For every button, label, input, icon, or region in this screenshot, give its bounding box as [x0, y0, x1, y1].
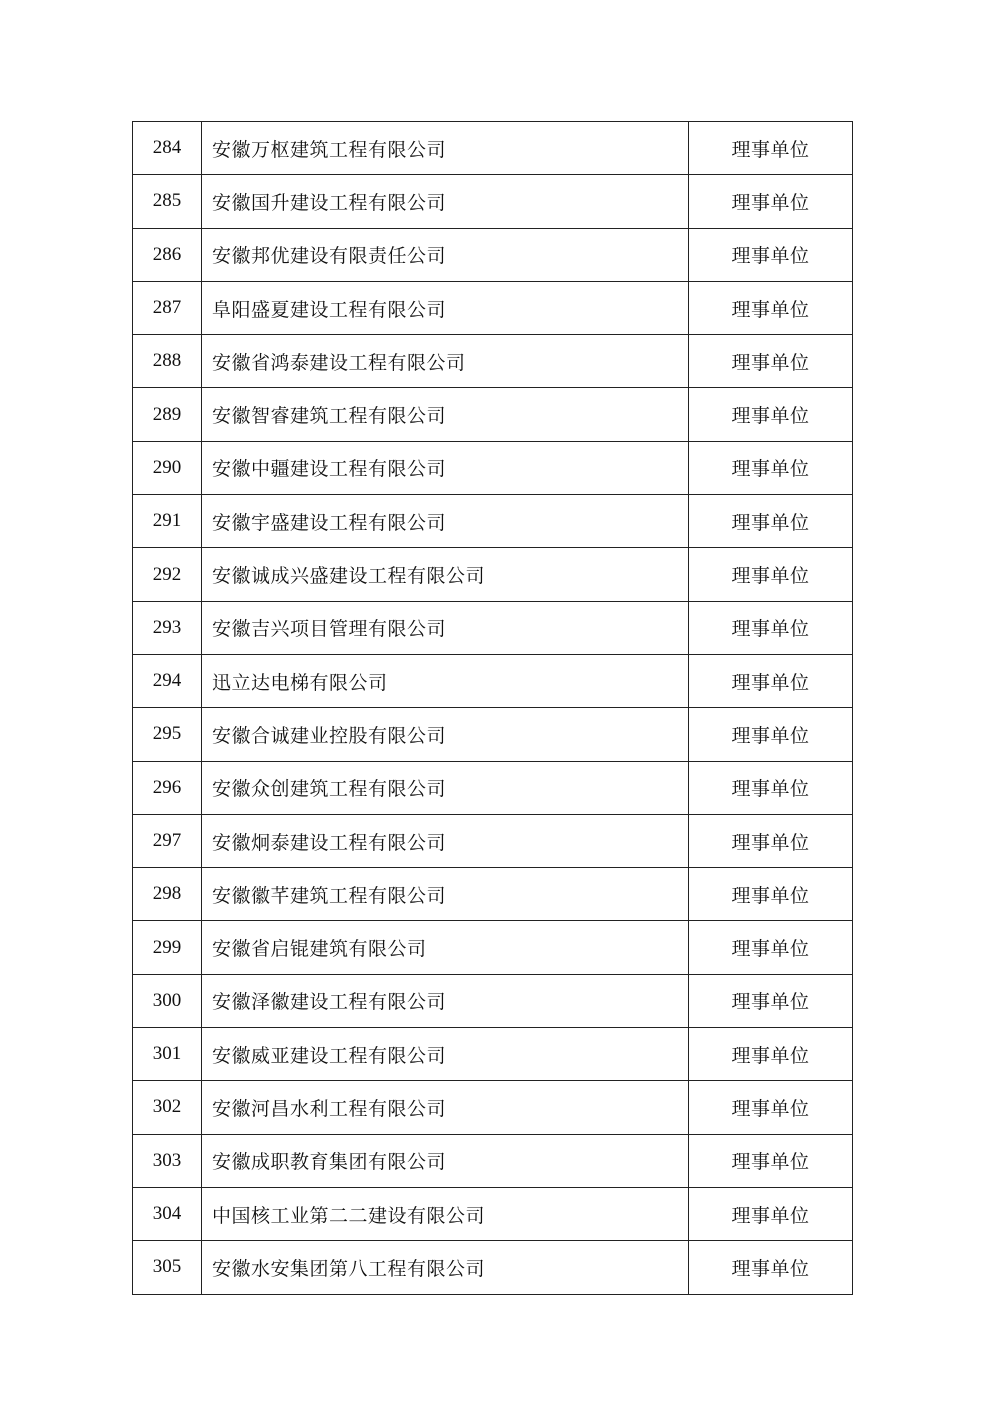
company-name: 安徽炯泰建设工程有限公司 [202, 814, 689, 867]
table-row [133, 495, 853, 548]
table-row [133, 654, 853, 707]
company-name: 安徽合诚建业控股有限公司 [202, 708, 689, 761]
row-number: 305 [133, 1241, 202, 1294]
company-name: 安徽水安集团第八工程有限公司 [202, 1241, 689, 1294]
member-type: 理事单位 [689, 228, 853, 281]
member-type: 理事单位 [689, 654, 853, 707]
company-name: 迅立达电梯有限公司 [202, 654, 689, 707]
table-row [133, 122, 853, 175]
company-name: 安徽宇盛建设工程有限公司 [202, 495, 689, 548]
company-name: 安徽省启锟建筑有限公司 [202, 921, 689, 974]
table-row [133, 868, 853, 921]
member-table [132, 121, 853, 1295]
member-type: 理事单位 [689, 281, 853, 334]
member-type: 理事单位 [689, 122, 853, 175]
table-row [133, 708, 853, 761]
row-number: 297 [133, 814, 202, 867]
row-number: 291 [133, 495, 202, 548]
company-name: 安徽河昌水利工程有限公司 [202, 1081, 689, 1134]
table-row [133, 548, 853, 601]
company-name: 安徽威亚建设工程有限公司 [202, 1028, 689, 1081]
row-number: 296 [133, 761, 202, 814]
table-row [133, 1081, 853, 1134]
member-type: 理事单位 [689, 921, 853, 974]
table-row [133, 281, 853, 334]
table-row [133, 761, 853, 814]
member-type: 理事单位 [689, 495, 853, 548]
company-name: 阜阳盛夏建设工程有限公司 [202, 281, 689, 334]
row-number: 288 [133, 335, 202, 388]
row-number: 289 [133, 388, 202, 441]
company-name: 安徽成职教育集团有限公司 [202, 1134, 689, 1187]
member-type: 理事单位 [689, 1134, 853, 1187]
row-number: 294 [133, 654, 202, 707]
member-type: 理事单位 [689, 335, 853, 388]
member-type: 理事单位 [689, 548, 853, 601]
member-type: 理事单位 [689, 761, 853, 814]
row-number: 303 [133, 1134, 202, 1187]
row-number: 290 [133, 441, 202, 494]
company-name: 安徽泽徽建设工程有限公司 [202, 974, 689, 1027]
row-number: 304 [133, 1187, 202, 1240]
member-type: 理事单位 [689, 868, 853, 921]
company-name: 安徽众创建筑工程有限公司 [202, 761, 689, 814]
row-number: 298 [133, 868, 202, 921]
table-row [133, 1028, 853, 1081]
member-type: 理事单位 [689, 1241, 853, 1294]
table-row [133, 1241, 853, 1294]
member-type: 理事单位 [689, 1081, 853, 1134]
row-number: 287 [133, 281, 202, 334]
table-row [133, 601, 853, 654]
row-number: 285 [133, 175, 202, 228]
member-type: 理事单位 [689, 974, 853, 1027]
member-type: 理事单位 [689, 175, 853, 228]
company-name: 安徽中疆建设工程有限公司 [202, 441, 689, 494]
member-type: 理事单位 [689, 601, 853, 654]
company-name: 安徽诚成兴盛建设工程有限公司 [202, 548, 689, 601]
row-number: 300 [133, 974, 202, 1027]
company-name: 中国核工业第二二建设有限公司 [202, 1187, 689, 1240]
table-row [133, 441, 853, 494]
table-row [133, 814, 853, 867]
table-row [133, 1187, 853, 1240]
table-row [133, 175, 853, 228]
table-row [133, 388, 853, 441]
company-name: 安徽徽芊建筑工程有限公司 [202, 868, 689, 921]
member-type: 理事单位 [689, 388, 853, 441]
company-name: 安徽万枢建筑工程有限公司 [202, 122, 689, 175]
row-number: 302 [133, 1081, 202, 1134]
row-number: 293 [133, 601, 202, 654]
member-type: 理事单位 [689, 708, 853, 761]
member-table-body [133, 122, 853, 1295]
row-number: 295 [133, 708, 202, 761]
member-type: 理事单位 [689, 1028, 853, 1081]
member-type: 理事单位 [689, 1187, 853, 1240]
table-row [133, 921, 853, 974]
member-type: 理事单位 [689, 441, 853, 494]
member-type: 理事单位 [689, 814, 853, 867]
row-number: 301 [133, 1028, 202, 1081]
table-row [133, 228, 853, 281]
table-row [133, 335, 853, 388]
table-row [133, 974, 853, 1027]
row-number: 299 [133, 921, 202, 974]
company-name: 安徽邦优建设有限责任公司 [202, 228, 689, 281]
row-number: 292 [133, 548, 202, 601]
company-name: 安徽省鸿泰建设工程有限公司 [202, 335, 689, 388]
table-row [133, 1134, 853, 1187]
row-number: 284 [133, 122, 202, 175]
row-number: 286 [133, 228, 202, 281]
company-name: 安徽智睿建筑工程有限公司 [202, 388, 689, 441]
company-name: 安徽吉兴项目管理有限公司 [202, 601, 689, 654]
company-name: 安徽国升建设工程有限公司 [202, 175, 689, 228]
